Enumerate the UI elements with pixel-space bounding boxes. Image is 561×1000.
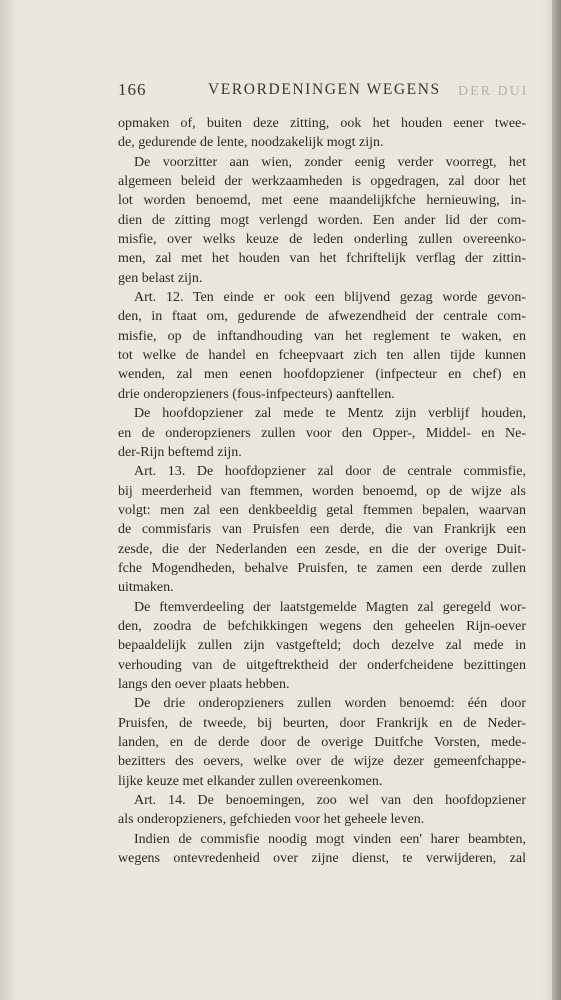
text-line: landen, en de derde door de overige Duitfche Vorsten, mede- [118,735,526,750]
text-line: De ftemverdeeling der laatstgemelde Magten zal geregeld wor- [134,599,526,615]
text-line: opmaken of, buiten deze zitting, ook het houden eener twee- [118,116,526,131]
text-line: De drie onderopzieners zullen worden benoemd: één door [134,696,526,712]
text-line: bepaaldelijk zullen zijn vastgefteld; doch dezelve zal mede in [118,638,526,654]
text-line: volgt: men zal een denkbeeldig getal ftemmen bepalen, waarvan [118,502,526,518]
text-line: men, zal met het houden van het fchriftelijk verflag der zittin- [118,251,526,267]
text-line: wenden, zal men eenen hoofdopziener (infpecteur en chef) en [118,367,526,383]
book-page [12,0,552,1000]
text-line: den, zoodra de befchikkingen wegens den geheelen Rijn-oever [118,618,526,634]
page-right-edge [552,0,561,1000]
text-line: de, gedurende de lente, noodzakelijk mogt zijn. [118,135,384,151]
text-line: De hoofdopziener zal mede te Mentz zijn verblijf houden, [134,406,526,422]
text-line: uitmaken. [118,580,174,596]
text-line: den, in ftaat om, gedurende de afwezendheid der centrale com- [118,309,526,325]
text-line: fche Mogendheden, behalve Pruisfen, te zamen een derde zullen [118,560,526,576]
text-line: der-Rijn beftemd zijn. [118,444,242,460]
running-head: VERORDENINGEN WEGENS [208,81,441,98]
page-header [118,80,448,108]
text-line: Art. 13. De hoofdopziener zal door de centrale commisfie, [134,464,526,480]
text-line: gen belast zijn. [118,270,203,286]
text-line: langs den oever plaats hebben. [118,676,290,692]
text-line: misfie, op de inftandhouding van het reglement te waken, en [118,328,526,344]
text-line: als onderopzieners, gefchieden voor het geheele leven. [118,812,425,828]
text-line: dien de zitting mogt verlengd worden. Een ander lid der com- [118,212,526,228]
text-line: Art. 14. De benoemingen, zoo wel van den hoofdopziener [134,793,526,809]
text-line: lijke keuze met elkander zullen overeenkomen. [118,773,383,789]
page-number: 166 [118,80,147,99]
text-line: wegens ontevredenheid over zijne dienst, te verwijderen, zal [118,851,526,867]
text-line: Art. 12. Ten einde er ook een blijvend gezag worde gevon- [134,290,526,306]
text-line: misfie, over welks keuze de leden onderling zullen overeenko- [118,232,526,248]
text-line: lot worden benoemd, met eene maandelijkfche hernieuwing, in- [118,193,526,209]
text-line: en de onderopzieners zullen voor den Opper-, Middel- en Ne- [118,425,526,441]
text-line: bij meerderheid van ftemmen, worden benoemd, op de wijze als [118,483,526,499]
page-left-edge [0,0,12,1000]
text-line: bezitters des oevers, welke over de wijze dezer gemeenfchappe- [118,754,526,770]
text-line: algemeen beleid der werkzaamheden is opgedragen, zal door het [118,174,526,190]
text-line: verhouding van de uitgeftrektheid der onderfcheidene bezittingen [118,657,526,673]
bleed-through-text: DER DUI [458,84,529,99]
text-line: drie onderopzieners (fous-infpecteurs) aanftellen. [118,386,395,402]
body-text [118,114,526,868]
text-line: De voorzitter aan wien, zonder eenig verder voorregt, het [134,154,526,170]
text-line: tot welke de handel en fcheepvaart zich ten allen tijde kunnen [118,348,526,364]
text-line: Indien de commisfie noodig mogt vinden een' harer beambten, [134,831,526,847]
text-line: de commisfaris van Pruisfen een derde, die van Frankrijk een [118,522,526,538]
text-line: Pruisfen, de tweede, bij beurten, door Frankrijk en de Neder- [118,715,526,731]
text-line: zesde, die der Nederlanden een zesde, en die der overige Duit- [118,541,526,557]
